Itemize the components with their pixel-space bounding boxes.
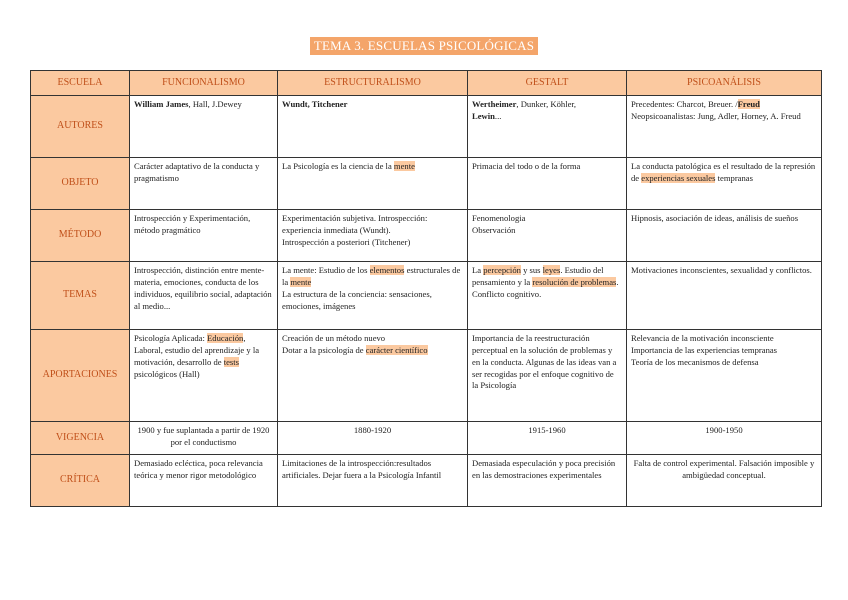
header-psicoanalisis: PSICOANÁLISIS (627, 71, 822, 96)
cell-text: Dotar a la psicología de (282, 344, 366, 355)
cell-text: Neopsicoanalistas: Jung, Adler, Horney, A. Freud (631, 110, 801, 121)
schools-table (30, 70, 822, 507)
cell-text: Wertheimer (472, 99, 517, 109)
cell-text: Experimentación subjetiva. Introspección: experiencia inmediata (Wundt). (282, 213, 428, 235)
row-label-temas: TEMAS (31, 262, 130, 330)
cell-temas-estructuralismo (278, 262, 468, 330)
cell-autores-psicoanalisis (627, 96, 822, 158)
row-autores (31, 96, 822, 158)
highlight: leyes (542, 265, 561, 275)
row-critica (31, 455, 822, 507)
cell-text: Creación de un método nuevo (282, 333, 386, 343)
title-wrap (0, 37, 848, 55)
cell-text: Lewin (472, 110, 495, 121)
cell-text: Importancia de las experiencias tempranas (631, 344, 778, 355)
cell-text: estructurales de la (282, 265, 461, 287)
document-title: TEMA 3. ESCUELAS PSICOLÓGICAS (310, 37, 538, 55)
row-label-vigencia: VIGENCIA (31, 422, 130, 455)
highlight: Educación (207, 333, 244, 343)
cell-metodo-gestalt (468, 210, 627, 262)
row-label-critica: CRÍTICA (31, 455, 130, 507)
highlight: percepción (483, 265, 521, 275)
cell-text: . Estudio del pensamiento y la (472, 265, 604, 287)
cell-text: Fenomenologia (472, 213, 526, 223)
cell-aportaciones-funcionalismo (130, 330, 278, 422)
cell-text: Conflicto cognitivo. (472, 288, 542, 299)
cell-critica-gestalt: Demasiada especulación y poca precisión en las demostraciones experimentales (468, 455, 627, 507)
highlight: carácter científico (365, 344, 428, 355)
highlight: mente (290, 276, 312, 287)
cell-autores-estructuralismo (278, 96, 468, 158)
cell-objeto-funcionalismo: Carácter adaptativo de la conducta y pragmatismo (130, 158, 278, 210)
header-estructuralismo: ESTRUCTURALISMO (278, 71, 468, 96)
cell-text: La estructura de la conciencia: sensaciones, emociones, imágenes (282, 288, 432, 311)
cell-vigencia-estructuralismo: 1880-1920 (278, 422, 468, 455)
cell-aportaciones-estructuralismo (278, 330, 468, 422)
cell-text: Relevancia de la motivación inconsciente (631, 333, 774, 343)
row-label-objeto: OBJETO (31, 158, 130, 210)
cell-text: Wundt, Titchener (282, 99, 348, 109)
cell-text: . (616, 276, 619, 287)
header-row (31, 71, 822, 96)
cell-metodo-psicoanalisis: Hipnosis, asociación de ideas, análisis de sueños (627, 210, 822, 262)
highlight: tests (223, 356, 240, 367)
cell-text: ... (494, 110, 502, 121)
row-vigencia (31, 422, 822, 455)
cell-metodo-funcionalismo: Introspección y Experimentación, método pragmático (130, 210, 278, 262)
cell-temas-funcionalismo: Introspección, distinción entre mente- materia, emociones, conducta de los individuos, equilibrio social, adaptación al medio... (130, 262, 278, 330)
cell-text: Observación (472, 224, 516, 235)
cell-text: La conducta patológica es el resultado de la represión de (631, 161, 816, 183)
cell-objeto-gestalt: Primacia del todo o de la forma (468, 158, 627, 210)
cell-vigencia-gestalt: 1915-1960 (468, 422, 627, 455)
cell-text: , Laboral, estudio del aprendizaje y la motivación, desarrollo de (134, 333, 260, 367)
highlight: experiencias sexuales (641, 172, 716, 183)
row-label-autores: AUTORES (31, 96, 130, 158)
cell-text: Introspección a posteriori (Titchener) (282, 236, 411, 247)
row-label-metodo: MÉTODO (31, 210, 130, 262)
cell-text: y sus (520, 265, 543, 275)
cell-aportaciones-gestalt: Importancia de la reestructuración perceptual en la solución de problemas y en la conducta. Algunas de las ideas van a ser recogidas por el enfoque cognitivo de la Psicología (468, 330, 627, 422)
highlight: elementos (369, 265, 405, 275)
cell-text: Precedentes: Charcot, Breuer. / (631, 99, 738, 109)
highlight: Freud (737, 99, 760, 109)
cell-vigencia-psicoanalisis: 1900-1950 (627, 422, 822, 455)
cell-text: tempranas (715, 172, 753, 183)
header-escuela: ESCUELA (31, 71, 130, 96)
cell-text: La (472, 265, 484, 275)
cell-critica-funcionalismo: Demasiado ecléctica, poca relevancia teórica y menor rigor metodológico (130, 455, 278, 507)
row-objeto (31, 158, 822, 210)
cell-text: La mente: Estudio de los (282, 265, 370, 275)
cell-critica-psicoanalisis: Falta de control experimental. Falsación imposible y ambigüedad conceptual. (627, 455, 822, 507)
cell-text: Teoría de los mecanismos de defensa (631, 356, 759, 367)
row-label-aportaciones: APORTACIONES (31, 330, 130, 422)
cell-text: psicológicos (Hall) (134, 368, 200, 379)
cell-temas-psicoanalisis: Motivaciones inconscientes, sexualidad y conflictos. (627, 262, 822, 330)
cell-critica-estructuralismo: Limitaciones de la introspección:resultados artificiales. Dejar fuera a la Psicología Infantil (278, 455, 468, 507)
cell-text: , Hall, J.Dewey (188, 99, 242, 109)
cell-vigencia-funcionalismo: 1900 y fue suplantada a partir de 1920 por el conductismo (130, 422, 278, 455)
row-aportaciones (31, 330, 822, 422)
cell-temas-gestalt (468, 262, 627, 330)
cell-aportaciones-psicoanalisis (627, 330, 822, 422)
cell-text: , Dunker, Köhler, (516, 99, 577, 109)
cell-text: William James (134, 99, 189, 109)
cell-text: Psicología Aplicada: (134, 333, 208, 343)
header-funcionalismo: FUNCIONALISMO (130, 71, 278, 96)
cell-text: La Psicología es la ciencia de la (282, 161, 394, 171)
cell-objeto-psicoanalisis (627, 158, 822, 210)
cell-objeto-estructuralismo (278, 158, 468, 210)
row-metodo (31, 210, 822, 262)
cell-autores-funcionalismo (130, 96, 278, 158)
highlight: mente (393, 161, 415, 171)
row-temas (31, 262, 822, 330)
header-gestalt: GESTALT (468, 71, 627, 96)
cell-metodo-estructuralismo (278, 210, 468, 262)
cell-autores-gestalt (468, 96, 627, 158)
highlight: resolución de problemas (532, 276, 617, 287)
